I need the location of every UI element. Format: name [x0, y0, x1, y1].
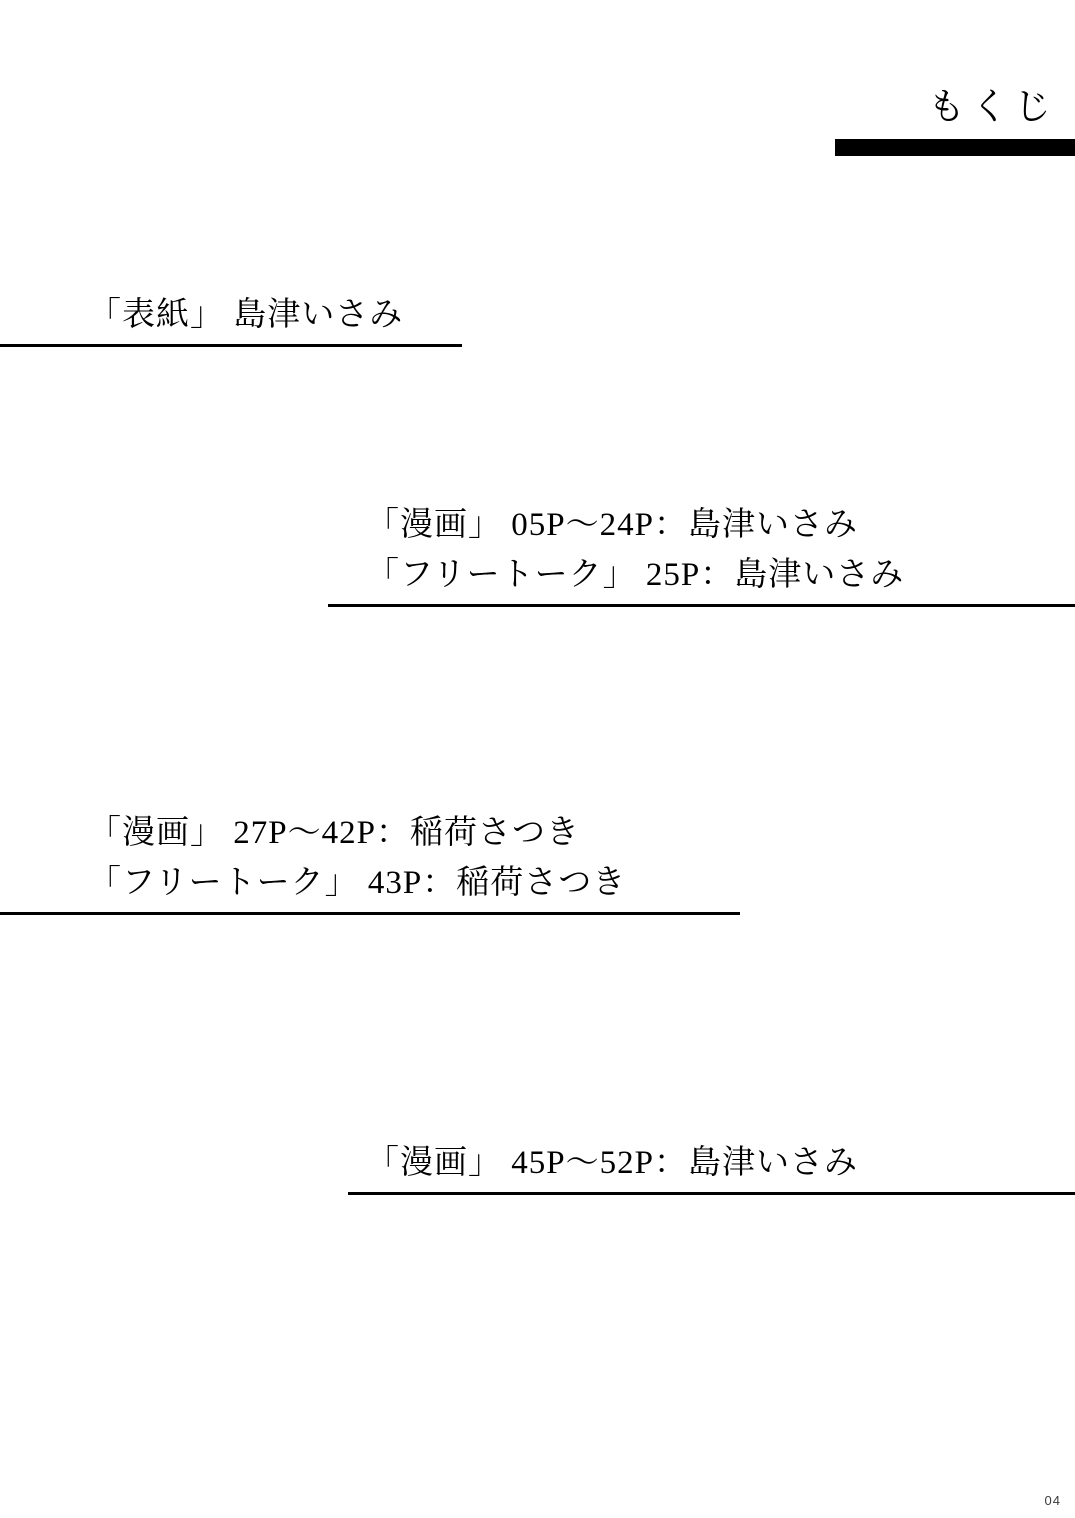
toc-entry-shimazu-manga-2	[318, 1138, 1075, 1195]
page-title: もくじ	[928, 87, 1057, 128]
toc-entry-line: 「表紙」 島津いさみ	[88, 297, 404, 333]
toc-entry-underline	[0, 344, 462, 347]
toc-entry-line: 「フリートーク」 25P：島津いさみ	[366, 557, 905, 594]
toc-entry-underline	[328, 604, 1075, 607]
toc-entry-line: 「漫画」 45P〜52P：島津いさみ	[366, 1145, 858, 1181]
title-underline-bar	[835, 139, 1075, 156]
toc-entry-shimazu-manga-1	[318, 500, 1075, 607]
toc-entry-line: 「漫画」 05P〜24P：島津いさみ	[366, 507, 858, 543]
toc-entry-line: 「フリートーク」 43P：稲荷さつき	[88, 865, 627, 902]
toc-entry-underline	[348, 1192, 1075, 1195]
toc-entry-line: 「漫画」 27P〜42P：稲荷さつき	[88, 815, 580, 851]
toc-entry-cover	[0, 290, 462, 347]
toc-entry-inari-manga	[0, 808, 740, 915]
toc-entry-underline	[0, 912, 740, 915]
page-title-block	[715, 88, 1075, 156]
page-number: 04	[1044, 1493, 1061, 1508]
